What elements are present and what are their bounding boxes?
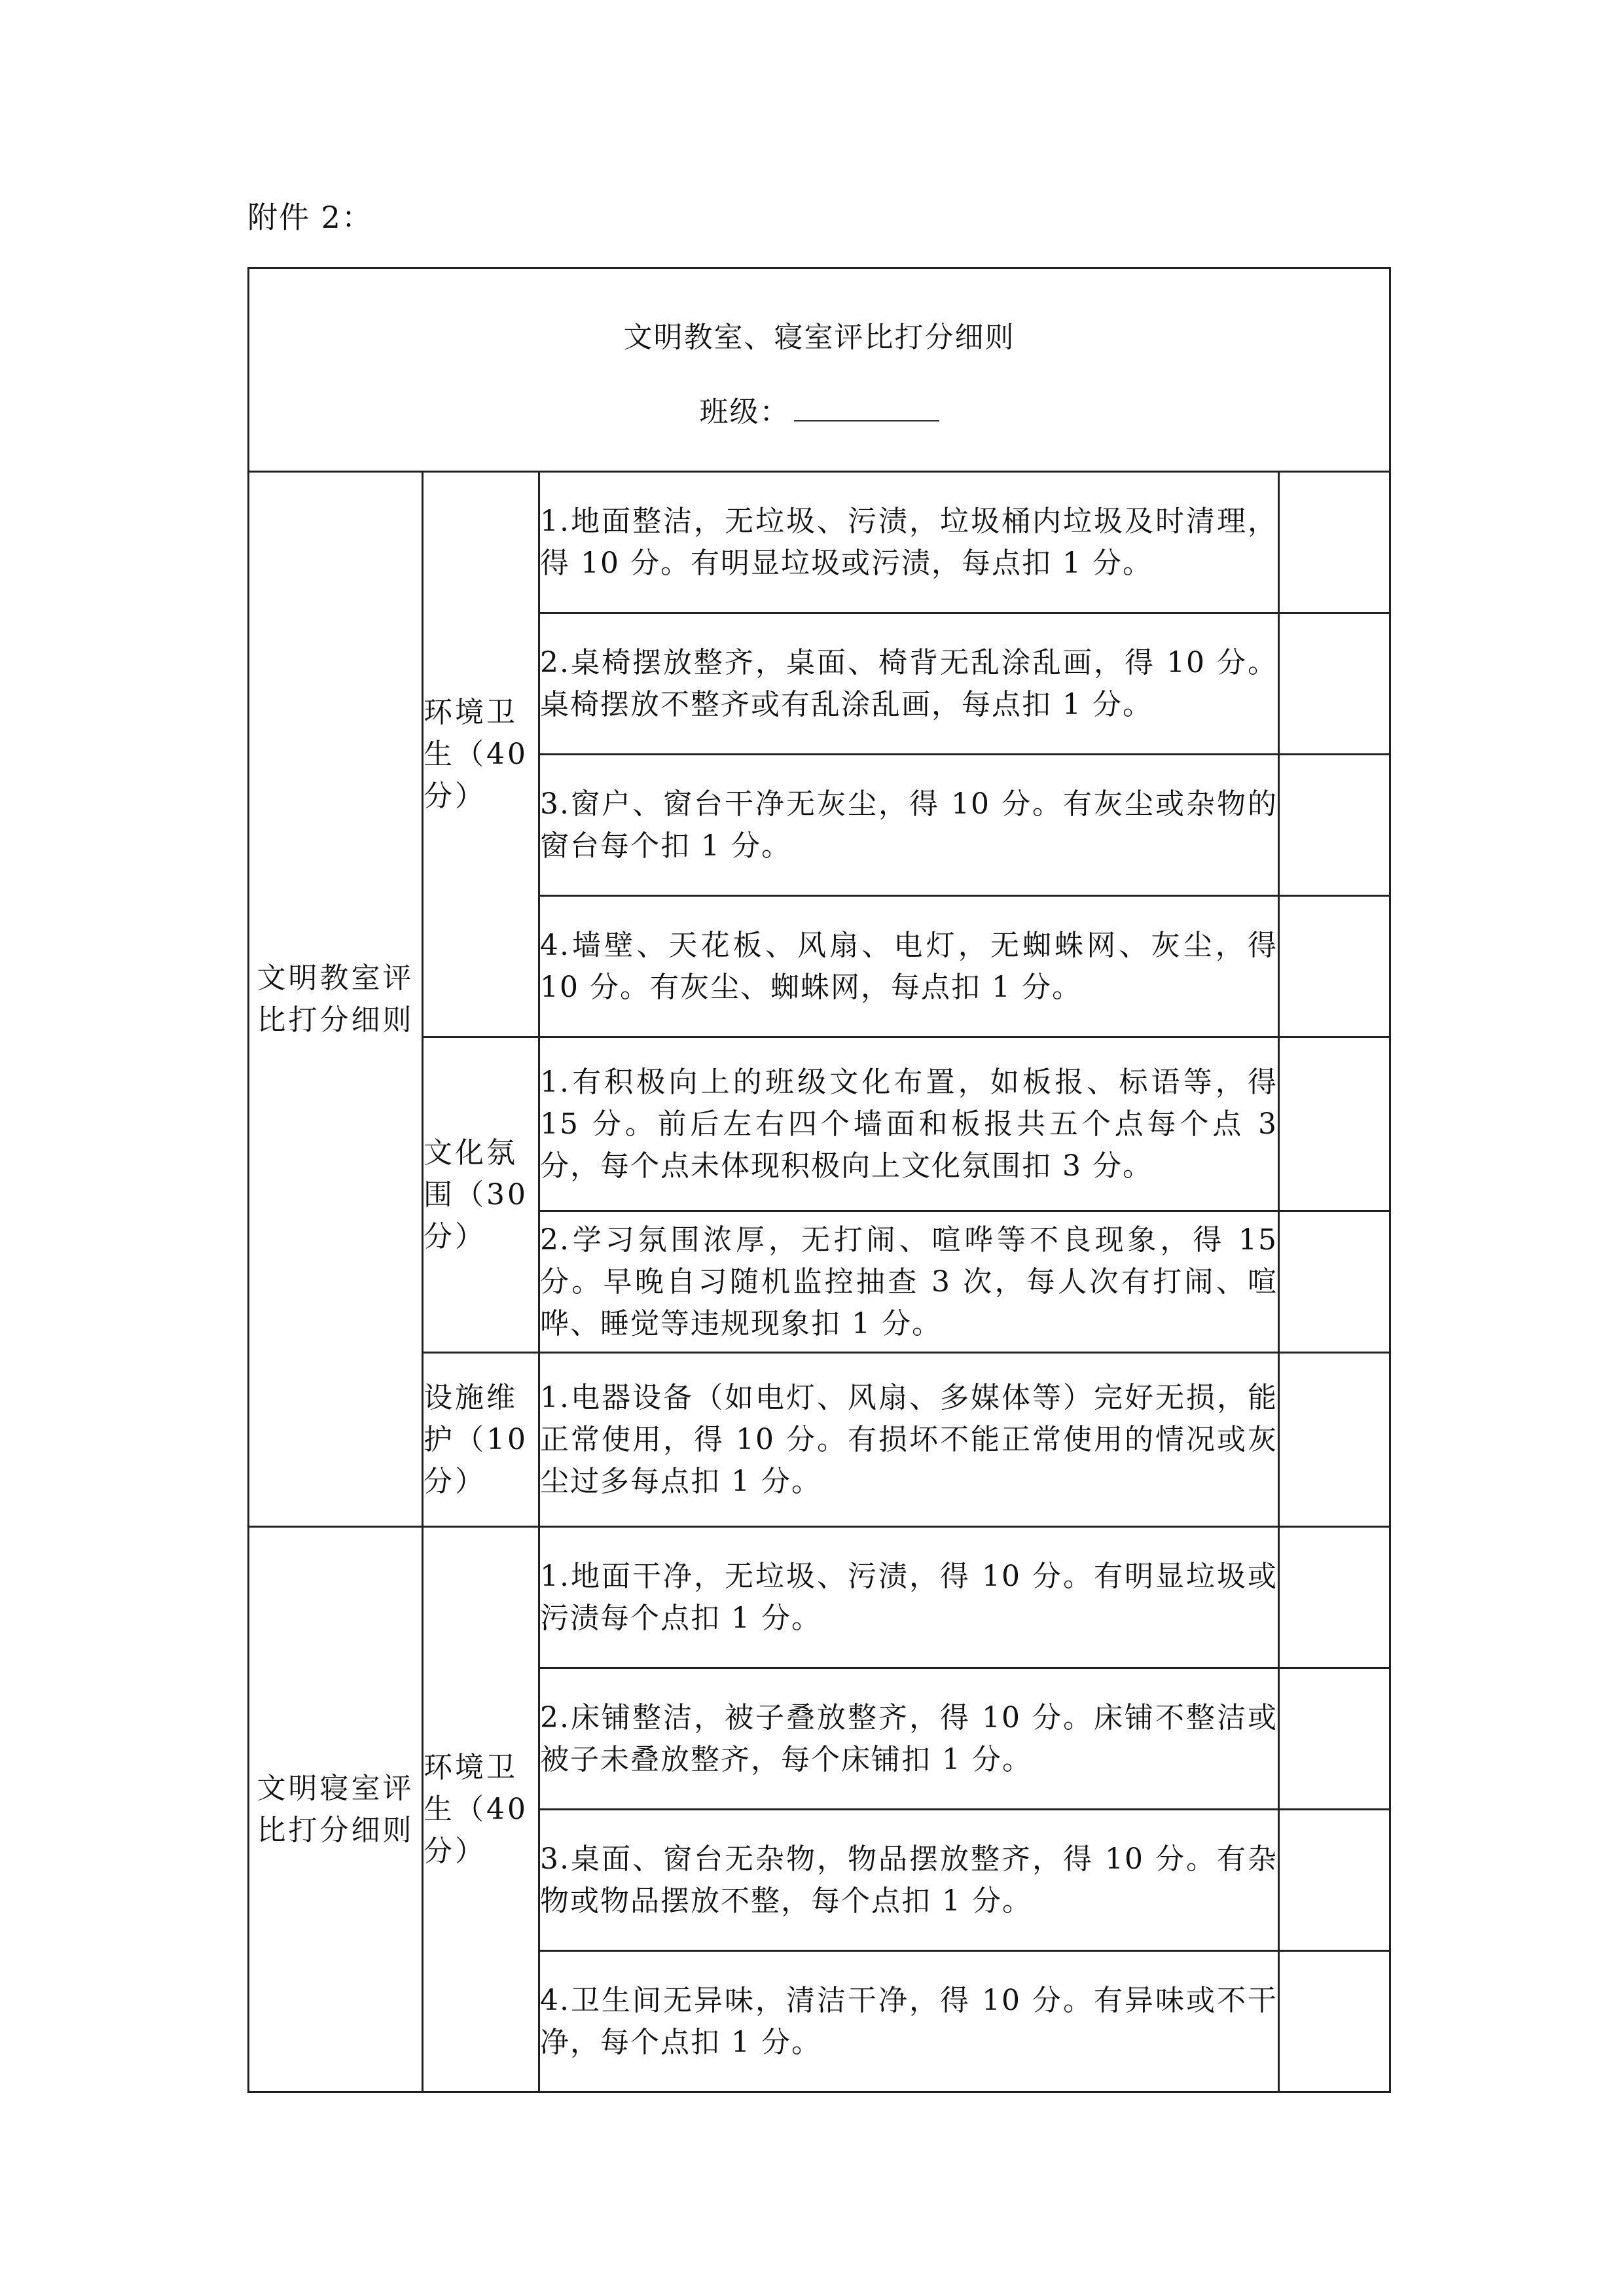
attachment-label: 附件 2： — [247, 200, 373, 235]
score-cell — [1279, 613, 1390, 755]
score-cell — [1279, 1037, 1390, 1211]
category-dormitory-hygiene: 环境卫生（40分） — [423, 1527, 539, 2092]
class-field — [249, 391, 1389, 433]
criterion-text: 3.桌面、窗台无杂物，物品摆放整齐，得 10 分。有杂物或物品摆放不整，每个点扣 1 分。 — [539, 1810, 1279, 1951]
scoring-table — [247, 267, 1391, 2093]
class-blank-line — [794, 394, 939, 422]
score-cell — [1279, 896, 1390, 1037]
criterion-text: 2.桌椅摆放整齐，桌面、椅背无乱涂乱画，得 10 分。桌椅摆放不整齐或有乱涂乱画，每点扣 1 分。 — [539, 613, 1279, 755]
table-header — [249, 268, 1390, 472]
section-label-dormitory: 文明寝室评比打分细则 — [249, 1527, 423, 2092]
score-cell — [1279, 755, 1390, 896]
page-title: 文明教室、寝室评比打分细则 — [623, 321, 1015, 354]
category-classroom-hygiene: 环境卫生（40分） — [423, 472, 539, 1037]
section-label-classroom: 文明教室评比打分细则 — [249, 472, 423, 1527]
criterion-text: 2.床铺整洁，被子叠放整齐，得 10 分。床铺不整洁或被子未叠放整齐，每个床铺扣 1 分。 — [539, 1668, 1279, 1810]
score-cell — [1279, 1211, 1390, 1353]
criterion-text: 3.窗户、窗台干净无灰尘，得 10 分。有灰尘或杂物的窗台每个扣 1 分。 — [539, 755, 1279, 896]
criterion-text: 1.地面整洁，无垃圾、污渍，垃圾桶内垃圾及时清理，得 10 分。有明显垃圾或污渍，每点扣 1 分。 — [539, 472, 1279, 613]
score-cell — [1279, 1353, 1390, 1527]
criterion-text: 1.地面干净，无垃圾、污渍，得 10 分。有明显垃圾或污渍每个点扣 1 分。 — [539, 1527, 1279, 1668]
class-label: 班级： — [699, 395, 790, 429]
criterion-text: 4.墙壁、天花板、风扇、电灯，无蜘蛛网、灰尘，得 10 分。有灰尘、蜘蛛网，每点扣 1 分。 — [539, 896, 1279, 1037]
table-row — [249, 1527, 1390, 1668]
criterion-text: 1.有积极向上的班级文化布置，如板报、标语等，得 15 分。前后左右四个墙面和板报共五个点每个点 3 分，每个点未体现积极向上文化氛围扣 3 分。 — [539, 1037, 1279, 1211]
category-classroom-facilities: 设施维护（10分） — [423, 1353, 539, 1527]
score-cell — [1279, 1668, 1390, 1810]
category-classroom-culture: 文化氛围（30分） — [423, 1037, 539, 1353]
criterion-text: 4.卫生间无异味，清洁干净，得 10 分。有异味或不干净，每个点扣 1 分。 — [539, 1951, 1279, 2092]
criterion-text: 2.学习氛围浓厚，无打闹、喧哗等不良现象，得 15 分。早晚自习随机监控抽查 3 次，每人次有打闹、喧哗、睡觉等违规现象扣 1 分。 — [539, 1211, 1279, 1353]
score-cell — [1279, 1527, 1390, 1668]
score-cell — [1279, 1951, 1390, 2092]
score-cell — [1279, 472, 1390, 613]
criterion-text: 1.电器设备（如电灯、风扇、多媒体等）完好无损，能正常使用，得 10 分。有损坏不能正常使用的情况或灰尘过多每点扣 1 分。 — [539, 1353, 1279, 1527]
table-row — [249, 472, 1390, 613]
table-header-row — [249, 268, 1390, 472]
score-cell — [1279, 1810, 1390, 1951]
